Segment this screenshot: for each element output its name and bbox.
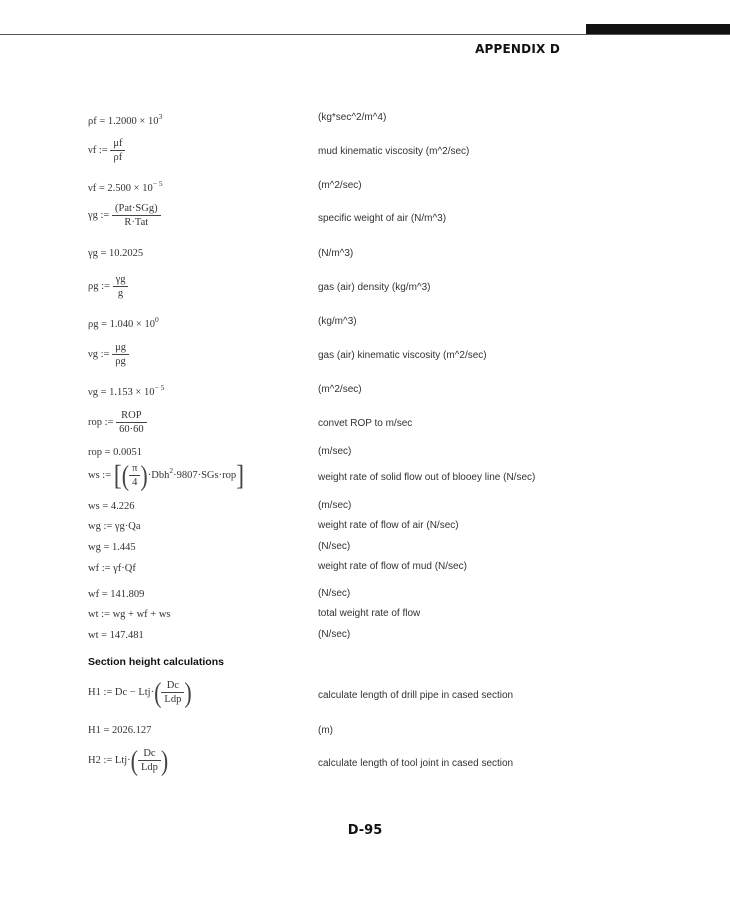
wf-value: wf = 141.809 (88, 589, 145, 600)
nu-f-numerator: μf (110, 137, 125, 151)
rho-f-units: (kg*sec^2/m^4) (318, 112, 387, 123)
ws-right-bracket: ] (236, 459, 245, 492)
ws-definition (88, 458, 245, 492)
h1-numerator: Dc (161, 679, 184, 693)
h1-left-paren: ( (154, 675, 162, 709)
wt-value: wt = 147.481 (88, 630, 144, 641)
nu-g-exponent: − 5 (154, 383, 165, 392)
nu-f-lhs: νf := (88, 144, 108, 156)
rop-lhs: rop := (88, 416, 114, 428)
nu-f-denominator: ρf (113, 152, 123, 163)
h1-definition (88, 675, 192, 709)
nu-g-description: gas (air) kinematic viscosity (m^2/sec) (318, 350, 487, 361)
ws-value: ws = 4.226 (88, 501, 135, 512)
rho-g-denominator: g (117, 288, 124, 299)
gamma-g-definition (88, 202, 161, 229)
nu-g-definition (88, 341, 129, 368)
gamma-g-lhs: γg := (88, 209, 110, 221)
ws-right-paren: ) (140, 458, 148, 492)
ws-pi: π (129, 462, 140, 476)
ws-lhs: ws := (88, 469, 112, 481)
header-bar (586, 24, 730, 34)
rho-g-fraction (113, 273, 129, 300)
gamma-g-fraction (112, 202, 161, 229)
nu-g-fraction (112, 341, 129, 368)
ws-tail: ·9807·SGs·rop (173, 469, 237, 481)
h1-denominator: Ldp (164, 694, 182, 705)
rho-g-units: (kg/m^3) (318, 316, 357, 327)
rho-g-exponent: 0 (154, 315, 159, 324)
ws-left-bracket: [ (113, 459, 122, 492)
nu-g-value-text: νg = 1.153 × 10 (88, 387, 155, 398)
nu-g-denominator: ρg (115, 356, 126, 367)
wt-definition: wt := wg + wf + ws (88, 609, 171, 620)
rho-g-value-text: ρg = 1.040 × 10 (88, 319, 155, 330)
gamma-g-denominator: R·Tat (124, 217, 149, 228)
page-number: D-95 (347, 823, 383, 838)
ws-dbh: ·Dbh (147, 469, 170, 481)
gamma-g-units: (N/m^3) (318, 248, 354, 259)
rho-g-numerator: γg (113, 273, 129, 287)
rop-units: (m/sec) (318, 446, 352, 457)
wg-definition: wg := γg·Qa (88, 521, 141, 532)
gamma-g-numerator: (Pat·SGg) (112, 202, 161, 216)
nu-f-value-text: νf = 2.500 × 10 (88, 183, 153, 194)
appendix-title: APPENDIX D (475, 42, 560, 56)
ws-square: 2 (169, 465, 174, 475)
nu-g-units: (m^2/sec) (318, 384, 362, 395)
wt-description: total weight rate of flow (318, 608, 421, 619)
rho-g-definition (88, 273, 128, 300)
h1-description: calculate length of drill pipe in cased section (318, 690, 514, 701)
rho-g-lhs: ρg := (88, 280, 110, 292)
h2-left-paren: ( (130, 743, 138, 777)
h2-numerator: Dc (138, 747, 161, 761)
rho-f-value (88, 112, 162, 127)
gamma-g-description: specific weight of air (N/m^3) (318, 213, 447, 224)
nu-g-lhs: νg := (88, 348, 110, 360)
ws-description: weight rate of solid flow out of blooey line (N/sec) (318, 472, 536, 483)
h2-denominator: Ldp (141, 762, 158, 773)
h2-right-paren: ) (160, 743, 169, 777)
section-heading: Section height calculations (88, 656, 224, 668)
nu-f-units: (m^2/sec) (318, 180, 362, 191)
rop-description: convet ROP to m/sec (318, 418, 413, 429)
rho-f-value-text: ρf = 1.2000 × 10 (88, 116, 159, 127)
rho-g-value (88, 315, 159, 330)
h2-definition (88, 743, 169, 777)
rop-definition (88, 409, 147, 436)
nu-f-exponent: − 5 (152, 179, 163, 188)
nu-f-value (88, 179, 163, 194)
h1-right-paren: ) (184, 675, 192, 709)
rop-value: rop = 0.0051 (88, 447, 143, 458)
wf-units: (N/sec) (318, 588, 351, 599)
ws-four: 4 (132, 477, 138, 488)
nu-f-definition (88, 137, 125, 164)
nu-g-numerator: μg (112, 341, 129, 355)
h1-value: H1 = 2026.127 (88, 725, 152, 736)
h1-units: (m) (318, 725, 333, 736)
nu-f-description: mud kinematic viscosity (m^2/sec) (318, 146, 470, 157)
h1-lhs: H1 := Dc − Ltj· (88, 686, 155, 698)
wg-description: weight rate of flow of air (N/sec) (318, 520, 459, 531)
wg-units: (N/sec) (318, 541, 351, 552)
rho-f-exponent: 3 (158, 112, 163, 121)
wg-value: wg = 1.445 (88, 542, 136, 553)
h2-fraction (138, 747, 161, 774)
wf-definition: wf := γf·Qf (88, 563, 136, 574)
gamma-g-value: γg = 10.2025 (88, 248, 144, 259)
h1-fraction (161, 679, 184, 706)
nu-f-fraction (110, 137, 125, 164)
wt-units: (N/sec) (318, 629, 351, 640)
ws-left-paren: ( (121, 458, 130, 492)
h2-description: calculate length of tool joint in cased section (318, 758, 514, 769)
rop-denominator: 60·60 (119, 424, 144, 435)
ws-units: (m/sec) (318, 500, 352, 511)
nu-g-value (88, 383, 164, 398)
ws-pi-fraction (129, 462, 140, 489)
rho-g-description: gas (air) density (kg/m^3) (318, 282, 431, 293)
header-rule (0, 34, 730, 35)
rop-fraction (116, 409, 147, 436)
h2-lhs: H2 := Ltj· (88, 754, 131, 766)
rop-numerator: ROP (116, 409, 147, 423)
wf-description: weight rate of flow of mud (N/sec) (318, 561, 467, 572)
